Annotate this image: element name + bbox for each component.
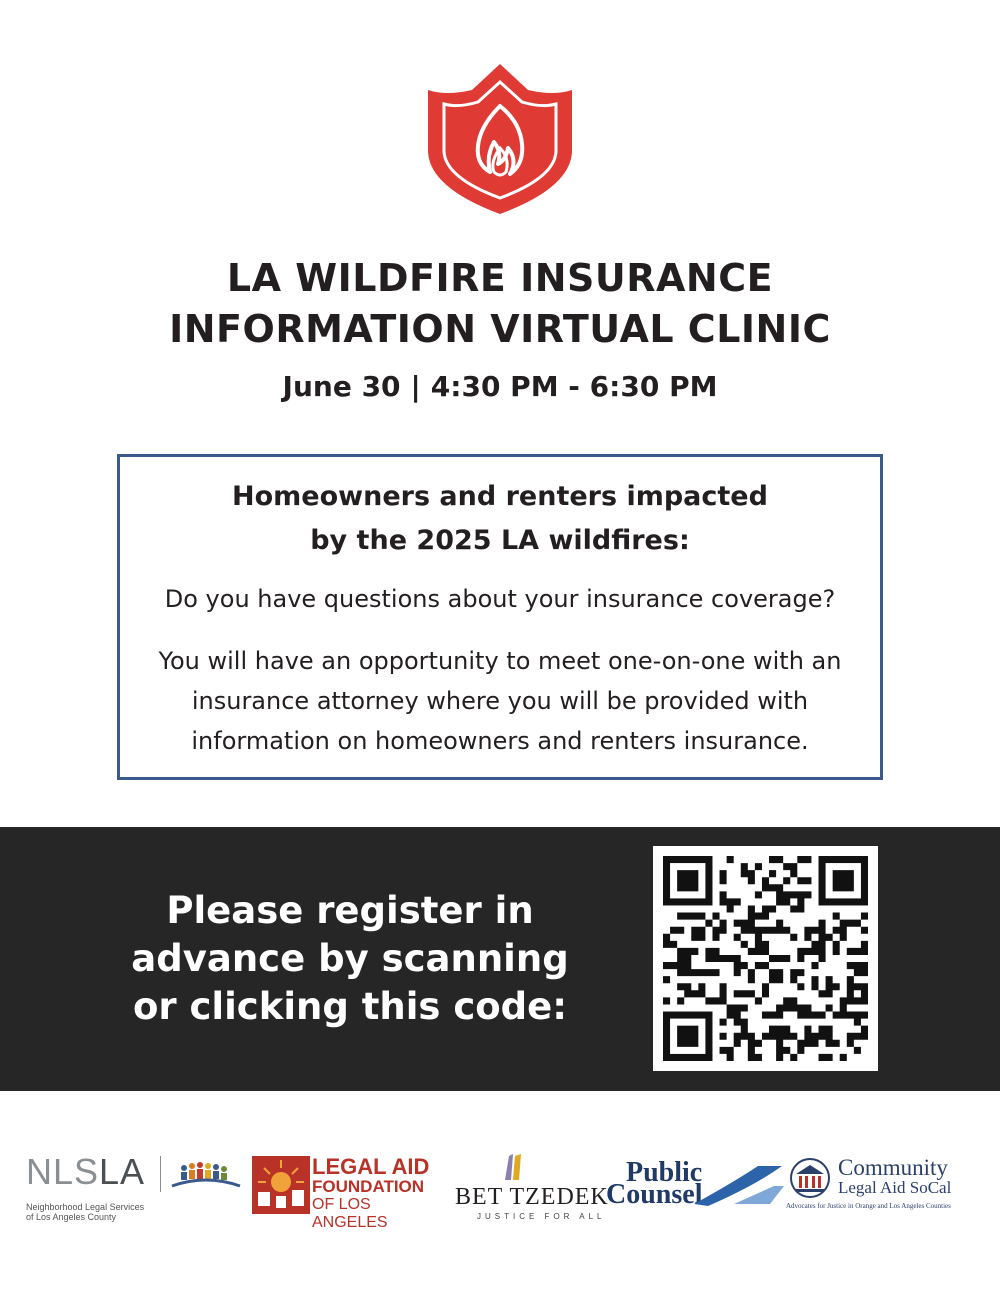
event-date: June 30 — [282, 370, 401, 403]
nlsla-wordmark: NLSLA — [26, 1151, 146, 1192]
info-box — [117, 454, 883, 780]
community-legal-aid-logo — [786, 1156, 976, 1216]
community-legal-aid-line-2: Legal Aid SoCal — [838, 1178, 952, 1197]
info-box-header-line-1: Homeowners and renters impacted — [232, 481, 768, 512]
registration-line-2: advance by scanning — [131, 937, 569, 980]
date-time-separator: | — [410, 370, 421, 403]
lafla-line-2: FOUNDATION — [312, 1177, 425, 1196]
bet-tzedek-wordmark: BET TZEDEK — [455, 1184, 609, 1210]
registration-line-3: or clicking this code: — [132, 985, 568, 1028]
info-box-question: Do you have questions about your insurance coverage? — [164, 585, 836, 613]
event-date-time — [0, 370, 1000, 403]
fire-shield-icon — [424, 60, 576, 218]
title-line-1: LA WILDFIRE INSURANCE — [226, 256, 774, 300]
lafla-emblem-icon — [252, 1156, 310, 1214]
nlsla-logo — [26, 1152, 246, 1222]
info-box-header-line-2: by the 2025 LA wildfires: — [310, 525, 690, 556]
event-time: 4:30 PM - 6:30 PM — [430, 370, 718, 403]
courthouse-icon — [788, 1158, 832, 1198]
bet-tzedek-tagline: JUSTICE FOR ALL — [477, 1212, 606, 1221]
nlsla-subtitle: Neighborhood Legal Services of Los Angeles County — [26, 1202, 145, 1222]
nlsla-divider — [160, 1156, 161, 1192]
registration-call-to-action — [100, 887, 600, 1031]
registration-qr-code[interactable] — [653, 846, 878, 1071]
bet-tzedek-emblem-icon — [501, 1152, 525, 1182]
public-counsel-logo — [606, 1158, 782, 1218]
info-box-body: You will have an opportunity to meet one-on-one with an insurance attorney where you will be provided with information on homeowners and renters insurance. — [158, 647, 842, 755]
public-counsel-swoosh-icon — [694, 1164, 784, 1208]
public-counsel-line-1: Public — [626, 1157, 703, 1188]
bet-tzedek-logo — [455, 1152, 609, 1222]
lafla-line-1: LEGAL AID — [312, 1154, 430, 1179]
lafla-logo — [252, 1154, 442, 1231]
title-line-2: INFORMATION VIRTUAL CLINIC — [169, 307, 831, 351]
people-icon — [170, 1160, 242, 1195]
partner-logos — [0, 1140, 1000, 1240]
registration-line-1: Please register in — [166, 889, 534, 932]
lafla-line-3: OF LOS ANGELES — [312, 1196, 388, 1231]
registration-band — [0, 827, 1000, 1091]
community-legal-aid-tagline: Advocates for Justice in Orange and Los Angeles Counties — [786, 1202, 951, 1210]
community-legal-aid-line-1: Community — [838, 1155, 948, 1180]
public-counsel-line-2: Counsel — [606, 1179, 703, 1210]
